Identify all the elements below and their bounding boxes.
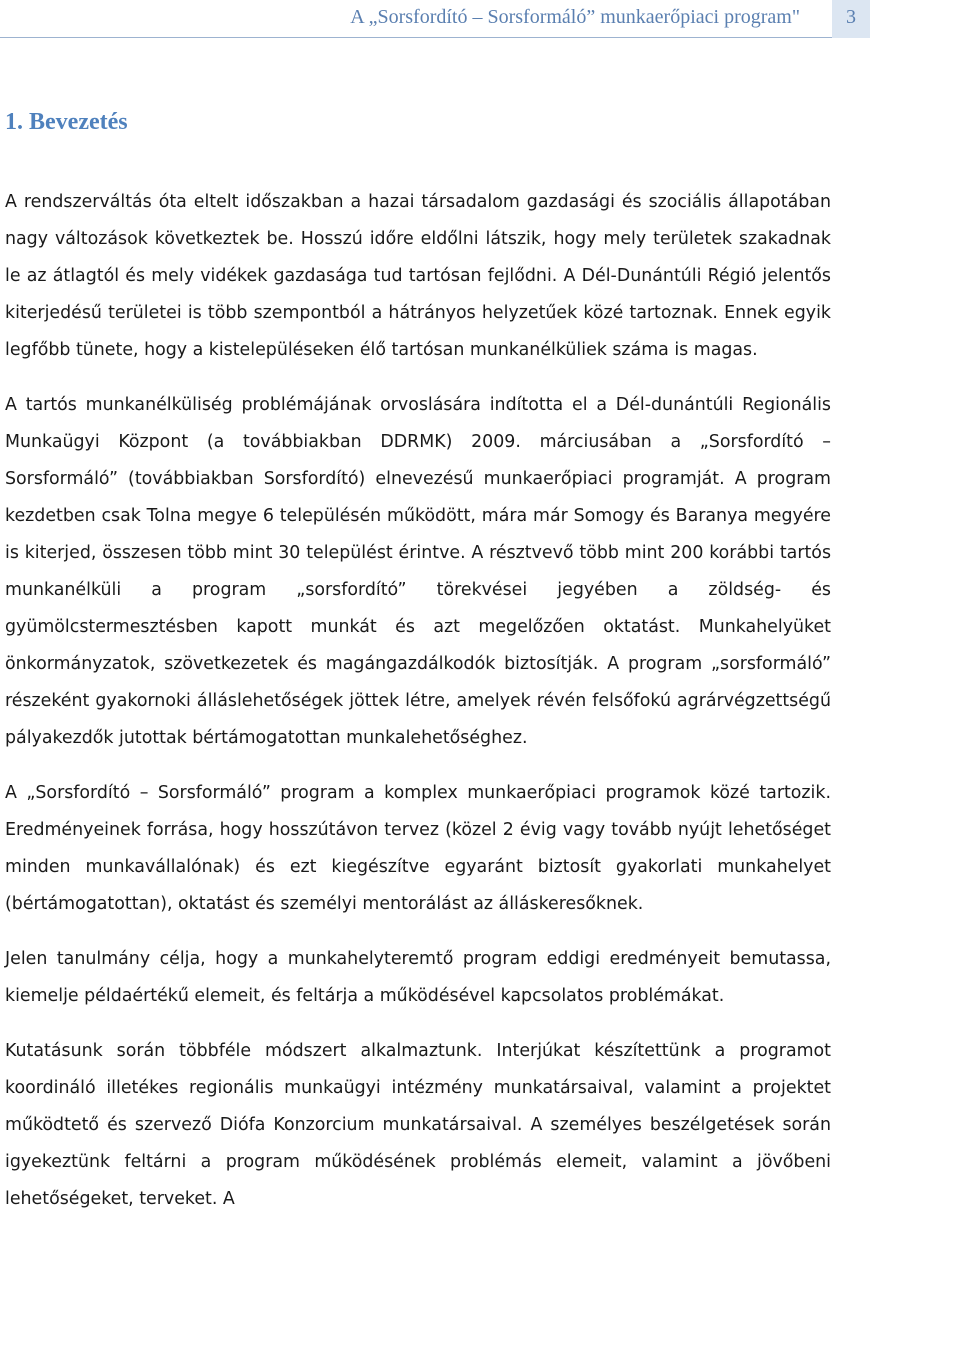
paragraph-program: A tartós munkanélküliség problémájának orvoslására indította el a Dél-dunántúli Regionális Munkaügyi Központ (a továbbiakban DDRMK) 2009. márciusában a „Sorsfordító – Sorsformáló” (továbbiakban Sorsfordító) elnevezésű munkaerőpiaci programját. A program kezdetben csak Tolna megye 6 településén működött, mára már Somogy és Baranya megyére is kiterjed, összesen több mint 30 települést érintve. A résztvevő több mint 200 korábbi tartós munkanélküli a program „sorsfordító” törekvései jegyében a zöldség- és gyümölcstermesztésben kapott munkát és azt megelőzően oktatást. Munkahelyüket önkormányzatok, szövetkezetek és magángazdálkodók biztosítják. A program „sorsformáló” részeként gyakornoki álláslehetőségek jöttek létre, amelyek révén felsőfokú agrárvégzettségű pályakezdők jutottak bértámogatottan munkalehetőséghez. [5, 395, 831, 748]
paragraph-method: Kutatásunk során többféle módszert alkalmaztunk. Interjúkat készítettünk a programot koordináló illetékes regionális munkaügyi intézmény munkatársaival, valamint a projektet működtető és szervező Diófa Konzorcium munkatársaival. A személyes beszélgetések során igyekeztünk feltárni a program működésének problémás elemeit, valamint a jövőbeni lehetőségeket, terveket. A [5, 1041, 831, 1209]
paragraph-intro: A rendszerváltás óta eltelt időszakban a hazai társadalom gazdasági és szociális állapotában nagy változások következtek be. Hosszú időre eldőlni látszik, hogy mely területek szakadnak le az átlagtól és mely vidékek gazdasága tud tartósan fejlődni. A Dél-Dunántúli Régió jelentős kiterjedésű területei is több szempontból a hátrányos helyzetűek közé tartoznak. Ennek egyik legfőbb tünete, hogy a kistelepüléseken élő tartósan munkanélküliek száma is magas. [5, 192, 831, 360]
running-header-title: A „Sorsfordító – Sorsformáló” munkaerőpiaci program" [350, 6, 800, 28]
header-rule [0, 37, 832, 38]
section-heading: 1. Bevezetés [5, 109, 128, 135]
paragraph-aim: Jelen tanulmány célja, hogy a munkahelyteremtő program eddigi eredményeit bemutassa, kiemelje példaértékű elemeit, és feltárja a működésével kapcsolatos problémákat. [5, 949, 831, 1006]
page-number: 3 [846, 6, 856, 28]
page-number-box [832, 0, 870, 38]
paragraph-complex: A „Sorsfordító – Sorsformáló” program a komplex munkaerőpiaci programok közé tartozik. Eredményeinek forrása, hogy hosszútávon tervez (közel 2 évig vagy tovább nyújt lehetőséget minden munkavállalónak) és ezt kiegészítve egyaránt biztosít gyakorlati munkahelyet (bértámogatottan), oktatást és személyi mentorálást az álláskeresőknek. [5, 783, 831, 914]
page-content [5, 104, 831, 1218]
running-header [0, 0, 960, 38]
